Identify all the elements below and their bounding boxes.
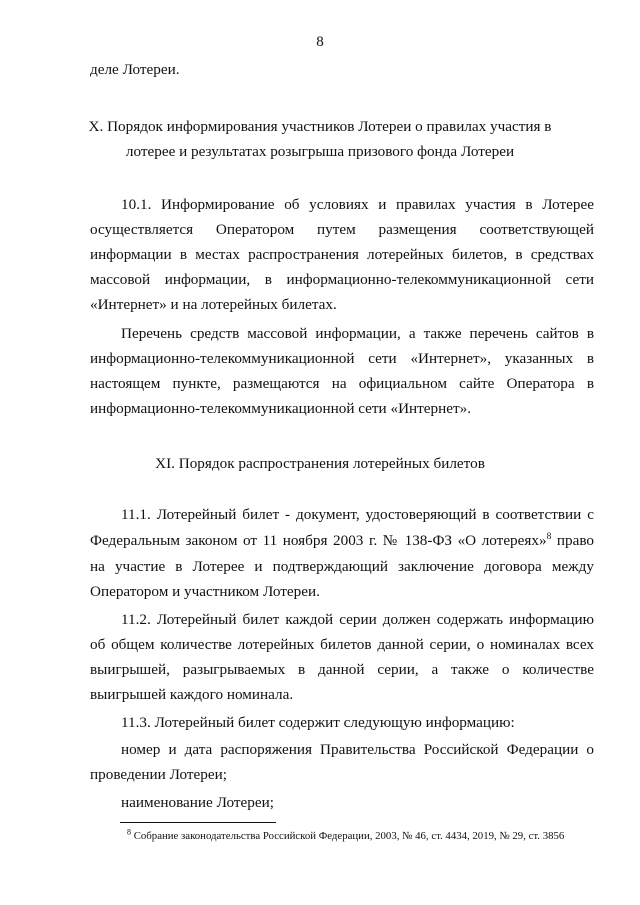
section-10-heading-line-2: лотерее и результатах розыгрыша призового фонда Лотереи: [125, 143, 515, 160]
continuation-text: деле Лотереи.: [90, 61, 180, 78]
paragraph-10-1-line: массовой информации, в информационно-телекоммуникационной сети: [90, 271, 594, 288]
paragraph-11-1-line: Оператором и участником Лотереи.: [90, 583, 320, 600]
paragraph-10-1-list-line: информационно-телекоммуникационной сети «Интернет», указанных в: [90, 350, 594, 367]
paragraph-11-1-line: [90, 529, 594, 553]
footnote-marker: 8: [546, 531, 552, 542]
paragraph-11-1-line: 11.1. Лотерейный билет - документ, удостоверяющий в соответствии с: [121, 506, 594, 523]
section-10-heading-line-1: X. Порядок информирования участников Лотереи о правилах участия в: [88, 118, 552, 135]
paragraph-10-1-line: осуществляется Оператором путем размещения соответствующей: [90, 221, 594, 238]
paragraph-11-1-line: на участие в Лотерее и подтверждающий заключение договора между: [90, 558, 594, 575]
paragraph-10-1-list-line: информационно-телекоммуникационной сети «Интернет».: [90, 400, 472, 417]
section-11-heading: XI. Порядок распространения лотерейных билетов: [155, 455, 485, 472]
paragraph-11-2-line: выигрышей каждого номинала.: [90, 686, 294, 703]
footnote-marker: 8: [127, 827, 131, 837]
list-item-line: проведении Лотереи;: [90, 766, 227, 783]
page-number: 8: [316, 34, 324, 50]
paragraph-10-1-line: информации в местах распространения лотерейных билетов, в средствах: [90, 246, 594, 263]
law-reference-text: Федеральным законом от 11 ноября 2003 г. № 138-ФЗ «О лотереях»: [90, 532, 547, 549]
paragraph-11-2-line: об общем количестве лотерейных билетов данной серии, о номиналах всех: [90, 636, 594, 653]
paragraph-11-2-line: выигрышей, разыгрываемых в данной серии, а также о количестве: [90, 661, 594, 678]
paragraph-11-3: 11.3. Лотерейный билет содержит следующую информацию:: [121, 714, 515, 731]
list-item: наименование Лотереи;: [121, 794, 274, 811]
footnote: [127, 829, 564, 843]
paragraph-10-1-line: 10.1. Информирование об условиях и правилах участия в Лотерее: [121, 196, 594, 213]
paragraph-10-1-list-line: настоящем пункте, размещаются на официальном сайте Оператора в: [90, 375, 594, 392]
footnote-divider: [120, 822, 276, 823]
paragraph-10-1-line: «Интернет» и на лотерейных билетах.: [90, 296, 337, 313]
footnote-text: Собрание законодательства Российской Федерации, 2003, № 46, ст. 4434, 2019, № 29, ст. 3856: [131, 830, 565, 842]
list-item-line: номер и дата распоряжения Правительства Российской Федерации о: [121, 741, 594, 758]
paragraph-11-2-line: 11.2. Лотерейный билет каждой серии должен содержать информацию: [121, 611, 594, 628]
paragraph-10-1-list-line: Перечень средств массовой информации, а также перечень сайтов в: [121, 325, 594, 342]
law-reference-tail: право: [551, 532, 594, 549]
